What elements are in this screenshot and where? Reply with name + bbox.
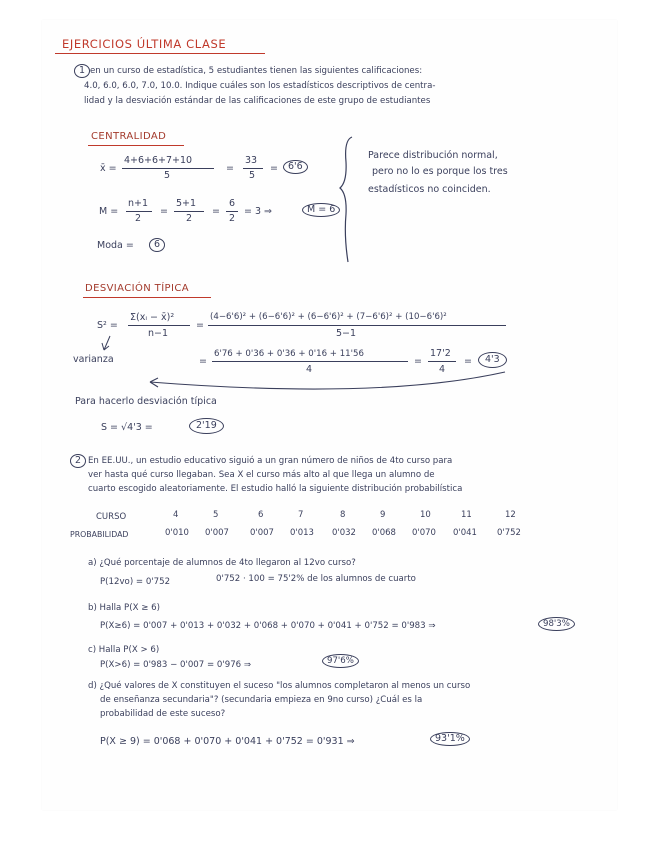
question-c: c) Halla P(X > 6) — [88, 645, 160, 655]
question-d-2: de enseñanza secundaria"? (secundaria empieza en 9no curso) ¿Cuál es la — [100, 695, 423, 705]
para-line: Para hacerlo desviación típica — [75, 396, 217, 407]
probability-cell: 0'007 — [205, 528, 229, 538]
f4-numerator: 17'2 — [430, 348, 451, 359]
curso-cell: 5 — [213, 510, 219, 520]
note-line-1: Parece distribución normal, — [368, 150, 498, 161]
probability-cell: 0'013 — [290, 528, 314, 538]
curso-cell: 4 — [173, 510, 179, 520]
sd-result: 2'19 — [189, 418, 224, 434]
median-denominator: 2 — [135, 213, 142, 224]
curso-cell: 11 — [461, 510, 472, 520]
curso-cell: 9 — [380, 510, 386, 520]
result-b: 98'3% — [538, 617, 575, 631]
note-line-2: pero no lo es porque los tres — [372, 166, 508, 177]
f3-equals: = — [199, 356, 207, 367]
median-lhs: M = — [99, 206, 119, 217]
answer-a-1: P(12vo) = 0'752 — [100, 577, 171, 587]
probability-cell: 0'010 — [165, 528, 189, 538]
curso-cell: 8 — [340, 510, 346, 520]
f1-denominator: n−1 — [148, 328, 169, 339]
sd-equation: S = √4'3 = — [101, 422, 153, 433]
varianza-label: varianza — [73, 354, 114, 365]
table-row1-label: CURSO — [96, 512, 127, 522]
answer-b: P(X≥6) = 0'007 + 0'013 + 0'032 + 0'068 + 0'070 + 0'041 + 0'752 = 0'983 ⇒ — [100, 621, 436, 631]
median-equals: = — [160, 206, 168, 217]
ex2-number: 2 — [70, 454, 86, 468]
answer-d: P(X ≥ 9) = 0'068 + 0'070 + 0'041 + 0'752 = 0'931 ⇒ — [100, 736, 355, 747]
mean-equals: = — [226, 163, 234, 174]
probability-cell: 0'752 — [497, 528, 521, 538]
centralidad-heading: CENTRALIDAD — [91, 131, 167, 142]
ex1-line-2: 4.0, 6.0, 6.0, 7.0, 10.0. Indique cuáles son los estadísticos descriptivos de centra- — [84, 81, 436, 91]
f3-equals-2: = — [414, 356, 422, 367]
note-line-3: estadísticos no coinciden. — [368, 184, 491, 195]
curso-cell: 6 — [258, 510, 264, 520]
desviacion-heading: DESVIACIÓN TÍPICA — [85, 283, 189, 294]
ex2-line-2: ver hasta qué curso llegaban. Sea X el curso más alto al que llega un alumno de — [88, 470, 435, 480]
answer-a-2: 0'752 · 100 = 75'2% de los alumnos de cuarto — [216, 574, 416, 584]
f1-numerator: Σ(xᵢ − x̄)² — [130, 312, 175, 323]
question-a: a) ¿Qué porcentaje de alumnos de 4to llegaron al 12vo curso? — [88, 558, 356, 568]
table-row2-label: PROBABILIDAD — [70, 530, 129, 539]
moda-label: Moda = — [97, 240, 134, 251]
median-numerator-2: 5+1 — [176, 198, 197, 209]
mean-numerator: 4+6+6+7+10 — [124, 155, 193, 166]
mean-lhs: x̄ = — [100, 163, 117, 174]
probability-cell: 0'041 — [453, 528, 477, 538]
median-equals-3: = 3 ⇒ — [244, 206, 273, 217]
mean-result: 6'6 — [283, 160, 308, 174]
median-denominator-3: 2 — [229, 213, 236, 224]
probability-cell: 0'068 — [372, 528, 396, 538]
mean-denominator-2: 5 — [249, 170, 256, 181]
f4-denominator: 4 — [439, 364, 446, 375]
median-numerator: n+1 — [128, 198, 149, 209]
centralidad-underline — [88, 145, 184, 146]
curso-cell: 12 — [505, 510, 516, 520]
ex2-line-1: En EE.UU., un estudio educativo siguió a un gran número de niños de 4to curso para — [88, 456, 453, 466]
answer-c: P(X>6) = 0'983 − 0'007 = 0'976 ⇒ — [100, 660, 252, 670]
median-equals-2: = — [212, 206, 220, 217]
ex1-line-3: lidad y la desviación estándar de las calificaciones de este grupo de estudiantes — [84, 96, 431, 106]
title-underline — [55, 53, 265, 54]
f2-denominator: 5−1 — [336, 328, 357, 339]
curso-cell: 10 — [420, 510, 431, 520]
desviacion-underline — [83, 297, 211, 298]
f3-denominator: 4 — [306, 364, 313, 375]
ex1-line-1: en un curso de estadística, 5 estudiantes tienen las siguientes calificaciones: — [90, 66, 423, 76]
ex1-number: 1 — [74, 64, 90, 78]
question-d-3: probabilidad de este suceso? — [100, 709, 226, 719]
brace-mark — [340, 137, 352, 262]
median-numerator-3: 6 — [229, 198, 236, 209]
median-denominator-2: 2 — [186, 213, 193, 224]
probability-cell: 0'007 — [250, 528, 274, 538]
probability-cell: 0'070 — [412, 528, 436, 538]
question-b: b) Halla P(X ≥ 6) — [88, 603, 160, 613]
result-d: 93'1% — [430, 732, 470, 746]
question-d-1: d) ¿Qué valores de X constituyen el suceso "los alumnos completaron al menos un curso — [88, 681, 471, 691]
f3-numerator: 6'76 + 0'36 + 0'36 + 0'16 + 11'56 — [214, 349, 364, 359]
f1-equals: = — [196, 320, 204, 331]
ex2-line-3: cuarto escogido aleatoriamente. El estudio halló la siguiente distribución probabilística — [88, 484, 463, 494]
s2-lhs: S² = — [97, 320, 118, 331]
mean-denominator: 5 — [164, 170, 171, 181]
f4-equals: = — [464, 356, 472, 367]
mean-equals-2: = — [270, 163, 278, 174]
curved-arrow — [150, 372, 505, 389]
median-result: M = 6 — [302, 203, 340, 217]
variance-result: 4'3 — [478, 352, 507, 368]
moda-result: 6 — [149, 238, 165, 252]
mean-numerator-2: 33 — [245, 155, 258, 166]
curso-cell: 7 — [298, 510, 304, 520]
f2-numerator: (4−6'6)² + (6−6'6)² + (6−6'6)² + (7−6'6)² + (10−6'6)² — [210, 312, 447, 322]
page-title: EJERCICIOS ÚLTIMA CLASE — [62, 37, 227, 51]
probability-cell: 0'032 — [332, 528, 356, 538]
result-c: 97'6% — [322, 654, 359, 668]
